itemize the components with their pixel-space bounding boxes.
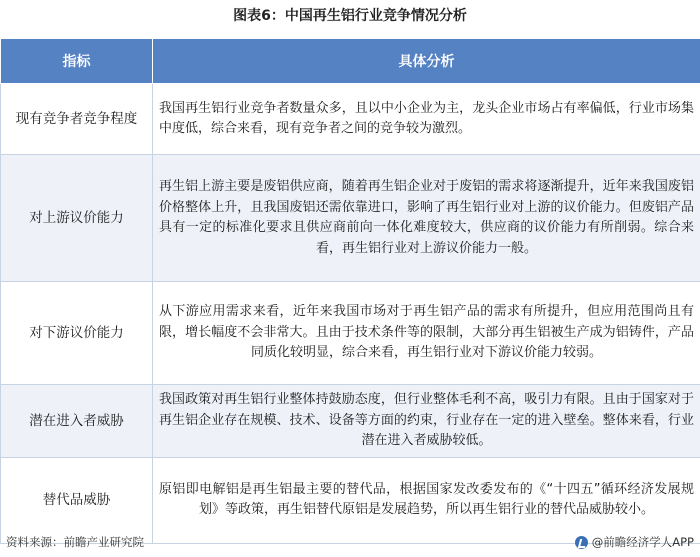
analysis-cell: 再生铝上游主要是废铝供应商，随着再生铝企业对于废铝的需求将逐渐提升，近年来我国废铝价格整体上升，且我国废铝还需依靠进口，影响了再生铝行业对上游的议价能力。但废铝产品具有一定的标准化要求且供应商前向一体化难度较大，供应商的议价能力有所削弱。综合来看，再生铝行业对上游议价能力一般。 (153, 155, 700, 282)
source-note: 资料来源：前瞻产业研究院 (6, 535, 144, 549)
indicator-cell: 现有竞争者竞争程度 (1, 84, 153, 155)
table-row (1, 457, 700, 543)
analysis-cell: 从下游应用需求来看，近年来我国市场对于再生铝产品的需求有所提升，但应用范围尚且有限，增长幅度不会非常大。且由于技术条件等的限制，大部分再生铝被生产成为铝铸件，产品同质化较明显，综合来看，再生铝行业对下游议价能力较弱。 (153, 282, 700, 385)
indicator-cell: 对下游议价能力 (1, 282, 153, 385)
analysis-cell: 原铝即电解铝是再生铝最主要的替代品，根据国家发改委发布的《“十四五”循环经济发展规划》等政策，再生铝替代原铝是发展趋势，所以再生铝行业的替代品威胁较小。 (153, 457, 700, 543)
table-row (1, 282, 700, 385)
brand-text: @前瞻经济学人APP (591, 535, 694, 549)
header-indicator: 指标 (1, 39, 153, 84)
qianzhan-logo-icon (575, 536, 588, 549)
table-row (1, 84, 700, 155)
indicator-cell: 替代品威胁 (1, 457, 153, 543)
indicator-cell: 对上游议价能力 (1, 155, 153, 282)
figure-title: 图表6：中国再生铝行业竞争情况分析 (233, 8, 467, 24)
table-row (1, 155, 700, 282)
footer (6, 532, 694, 552)
analysis-cell: 我国再生铝行业竞争者数量众多，且以中小企业为主，龙头企业市场占有率偏低，行业市场集中度低，综合来看，现有竞争者之间的竞争较为激烈。 (153, 84, 700, 155)
competition-analysis-table (0, 38, 700, 544)
indicator-cell: 潜在进入者威胁 (1, 385, 153, 458)
table-header-row (1, 39, 700, 84)
analysis-cell: 我国政策对再生铝行业整体持鼓励态度，但行业整体毛利不高，吸引力有限。且由于国家对于再生铝企业存在规模、技术、设备等方面的约束，行业存在一定的进入壁垒。整体来看，行业潜在进入者威胁较低。 (153, 385, 700, 458)
header-analysis: 具体分析 (153, 39, 700, 84)
table-row (1, 385, 700, 458)
brand-credit (575, 532, 694, 552)
